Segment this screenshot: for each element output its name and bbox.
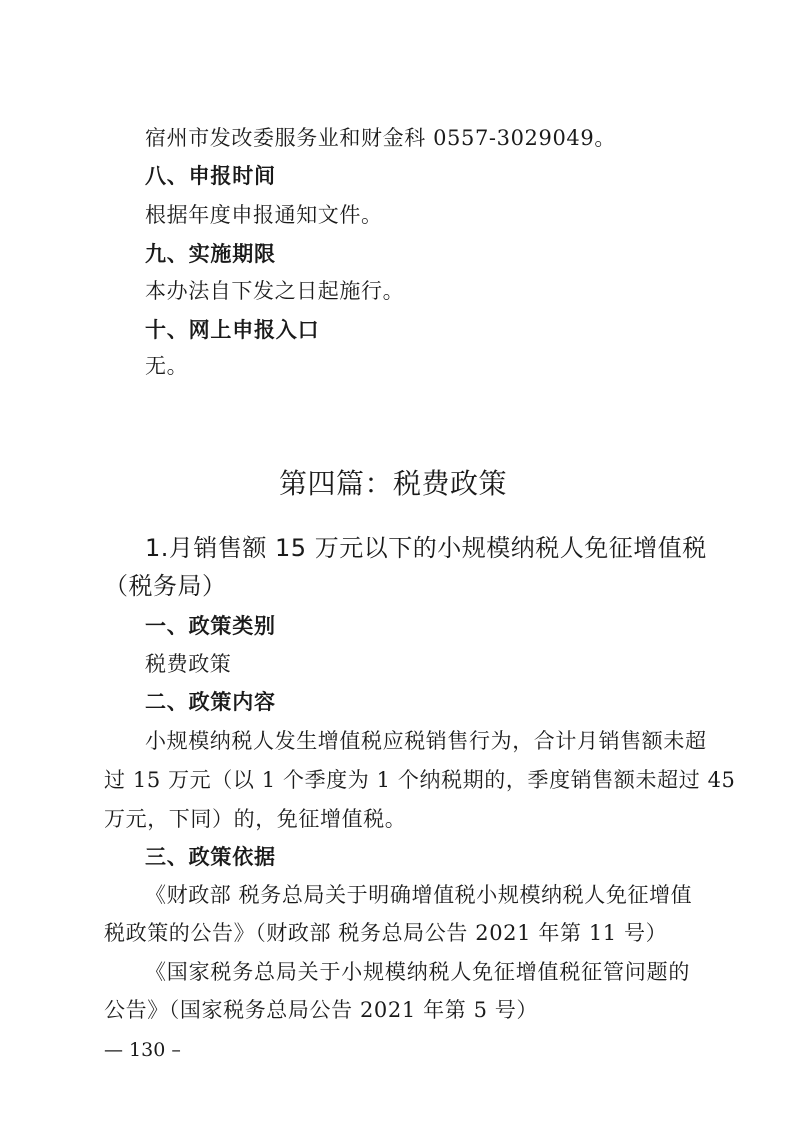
section10-text: 无。 [145, 354, 189, 378]
policy-basis1-line1: 《财政部 税务总局关于明确增值税小规模纳税人免征增值 [145, 883, 693, 907]
section8-heading: 八、申报时间 [145, 164, 276, 188]
policy-basis2-line1: 《国家税务总局关于小规模纳税人免征增值税征管问题的 [145, 960, 690, 984]
policy-section2-heading: 二、政策内容 [145, 690, 276, 714]
policy-category: 税费政策 [145, 652, 232, 676]
section8-text: 根据年度申报通知文件。 [145, 203, 383, 227]
section10-heading: 十、网上申报入口 [145, 318, 320, 342]
policy-content-line1: 小规模纳税人发生增值税应税销售行为，合计月销售额未超 [145, 729, 707, 753]
chapter-title: 第四篇：税费政策 [279, 467, 508, 500]
page-number: — 130 – [104, 1039, 181, 1061]
policy-title-line2: （税务局） [104, 572, 227, 600]
policy-title-line1: 1.月销售额 15 万元以下的小规模纳税人免征增值税 [145, 534, 707, 562]
policy-content-line3: 万元，下同）的，免征增值税。 [104, 807, 407, 831]
policy-content-line2: 过 15 万元（以 1 个季度为 1 个纳税期的，季度销售额未超过 45 [104, 768, 736, 792]
policy-section3-heading: 三、政策依据 [145, 845, 276, 869]
policy-section1-heading: 一、政策类别 [145, 614, 276, 638]
section9-text: 本办法自下发之日起施行。 [145, 279, 405, 303]
section9-heading: 九、实施期限 [145, 242, 276, 266]
policy-basis2-line2: 公告》（国家税务总局公告 2021 年第 5 号） [104, 998, 539, 1022]
policy-basis1-line2: 税政策的公告》（财政部 税务总局公告 2021 年第 11 号） [104, 921, 668, 945]
contact-line: 宿州市发改委服务业和财金科 0557-3029049。 [145, 126, 616, 150]
